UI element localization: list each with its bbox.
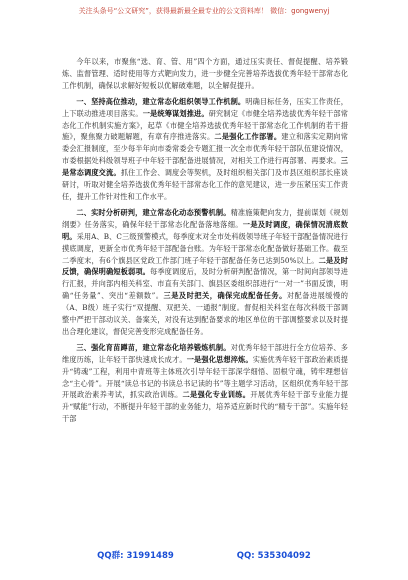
bold-heading-text: 一是强化思想淬炼。	[186, 354, 253, 364]
bold-heading-text: 一是及时调度，确保情况清底数明。	[62, 219, 348, 241]
paragraph-text: 抓住工作会、调度会等契机，及时组织相关部门及市县区组织部长座谈研讨，听取对健全培养选拔优秀年轻干部常态化工作的意见建议，进一步压紧压实工作责任，提升工作针对性和工作水平。	[62, 168, 348, 201]
header-banner: 关注头条号“公文研究”，获得最新最全最专业的公文资料库！ 微信：gongwenyj	[78, 7, 330, 15]
paragraph-text: 每季度调度后，及时分析研判配备情况，第一时间向部领导进行汇报，并向部内相关科室、市直有关部门、旗县区委组织部进行“一对一”书面反馈，明确“任务量”、突出“差额数”。	[62, 267, 348, 301]
footer-qq-contact: QQ: 535304092	[236, 551, 311, 561]
paragraph-text: 对优秀年轻干部进行全方位培养、多维度历练，让年轻干部快速成长成才。	[62, 342, 348, 364]
paragraph-text: 明确目标任务，压实工作责任，上下联动推进项目落实。	[62, 96, 348, 118]
bold-heading-text: 三是常态调度交流。	[62, 156, 348, 178]
bold-heading-text: 三是及时把关，确保完成配备任务。	[163, 291, 287, 301]
paragraph-text: 实施优秀年轻干部政治素质提升“铸魂”工程，利用中青班等主体班次引导年轻干部深学细悟、固根守魂，铸牢理想信念“主心骨”。开展“读总书记的书读总书记读的书”等主题学习活动，区组织优秀年轻干部开展政治素养考试，抓实政治训练。	[62, 354, 348, 400]
paragraph-text: 精准施策靶向发力，提前谋划《规划纲要》任务落实，确保年轻干部常态化配备落地落细。	[62, 207, 348, 229]
bold-heading-text: 二是强化专业训练。	[182, 390, 251, 400]
paragraph-text: 对配备进展缓慢的（A、B级）班子实行“双提醒、双把关、一通报”制度。督促相关科室在每次科级干部调整中严把干部动议关、备案关，对没有达到配备要求的地区单位的干部调整要求以及时提出合理化建议，督促完善变形完成配备任务。	[62, 291, 348, 336]
bold-heading-text: 二、实时分析研判，建立常态化动态预警机制。	[76, 207, 231, 217]
paragraph	[62, 207, 348, 338]
bold-heading-text: 二是及时反馈，确保明确短板弱项。	[62, 255, 348, 277]
paragraph-text: 开展优秀年轻干部专业能力提升“赋能”行动，不断提升年轻干部的业务能力，培养适应新时代的“精专干部”。实施年轻干部	[62, 390, 348, 424]
paragraph	[62, 96, 348, 203]
footer-qq-group: QQ群: 31991489	[97, 551, 174, 561]
paragraph-text: 采用A、B、C三级预警模式，每季度末对全市处科级领导班子年轻干部配备情况进行摸底调度，更新全市优秀年轻干部配备台账。为年轻干部常态化配备做好基础工作。截至二季度末，有6个旗县区党政工作部门班子年轻干部配备任务已达到50%以上。	[62, 231, 349, 265]
footer	[0, 549, 408, 561]
paragraph	[62, 342, 348, 425]
bold-heading-text: 一是统筹谋划推进。	[142, 108, 209, 118]
bold-heading-text: 一、坚持高位推动，建立常态化组织领导工作机制。	[76, 96, 246, 106]
document-body	[62, 56, 348, 429]
bold-heading-text: 二是强化工作部署。	[214, 132, 282, 142]
paragraph-text: 研究制定《市健全培养选拔优秀年轻干部常态化工作机制实施方案》，起草《市健全培养选拔优秀年轻干部常态化工作机制的若干措施》，聚焦聚力破题解题，有章有序推进落实。	[62, 108, 349, 142]
paragraph-text: 今年以来，市聚焦“选、育、管、用”四个方面，通过压实责任、督促提醒、培养锻炼、监督管理、适时使用等方式靶向发力，进一步健全完善培养选拔优秀年轻干部常态化工作机制，确保以求解好短板以优解破难题，以全解促提升。	[62, 57, 348, 90]
paragraph	[62, 56, 348, 92]
paragraph-text: 建立和落实定期向常委会汇报制度，至少每半年向市委常委会专题汇报一次全市优秀年轻干部队伍建设情况，市委根据处科级领导班子中年轻干部配备进展情况，对相关工作进行再部署、再要求。	[62, 132, 348, 166]
bold-heading-text: 三、强化育苗蹲苗，建立常态化培养锻炼机制。	[76, 342, 231, 352]
